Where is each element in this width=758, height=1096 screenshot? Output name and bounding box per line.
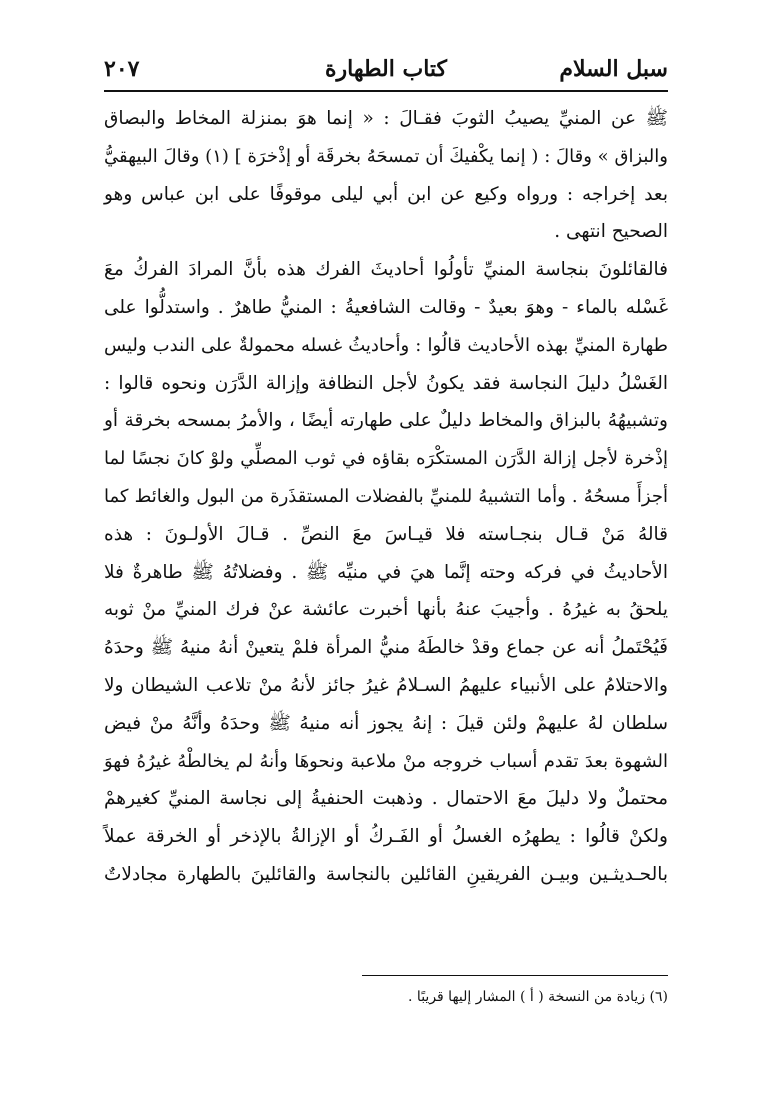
body-text [104, 100, 668, 894]
text-line: يلحقُ به غيرُهُ . وأجيبَ عنهُ بأنها أخبرت عائشة عنْ فرك المنيِّ منْ ثوبه [104, 599, 668, 621]
page-number: ٢٠٧ [104, 56, 140, 82]
text-line: أجزأَ مسحُهُ . وأما التشبيهُ للمنيِّ بالفضلات المستقذَرة من البول والغائط كما [104, 485, 668, 507]
text-line: ﷺ عن المنيِّ يصيبُ الثوبَ فقـالَ : « إنما هوَ بمنزلة المخاط والبصاق [104, 108, 668, 129]
text-line: والاحتلامُ على الأنبياء عليهمُ السـلامُ غيرُ جائز لأنهُ منْ تلاعب الشيطان ولا [104, 674, 668, 696]
footnote-divider [362, 975, 668, 976]
text-line: سلطان لهُ عليهمْ ولئن قيلَ : إنهُ يجوز أنه منيهُ ﷺ وحدَهُ وأنَّهُ منْ فيض [104, 712, 668, 734]
text-line: فَيُحْتَملُ أنه عن جماع وقدْ خالطَهُ منيُّ المرأة فلمْ يتعينْ أنهُ منيهُ ﷺ وحدَهُ [104, 637, 668, 659]
text-line: وتشبيهُهُ بالبزاق والمخاط دليلٌ على طهارته أيضًا ، والأمرُ بمسحه بخرقة أو [104, 410, 668, 432]
text-line: الشهوة بعدَ تقدم أسباب خروجه منْ ملاعبة ونحوهَا وأنهُ لم يخالطْهُ غيرُهُ فهوَ [104, 750, 668, 772]
text-line: محتملٌ ولا دليلَ معَ الاحتمال . وذهبت الحنفيةُ إلى نجاسة المنيِّ كغيرهمْ [104, 788, 668, 810]
page-header [104, 54, 668, 88]
text-line: بالحـديثـين وبيـن الفريقينِ القائلين بالنجاسة والقائلينَ بالطهارة مجادلاتٌ [104, 863, 668, 885]
section-title: كتاب الطهارة [324, 56, 448, 82]
text-line: الصحيح انتهى . [554, 221, 668, 243]
text-line: إذْخرة لأجل إزالة الدَّرَن المستكْرَه بقاؤه في ثوب المصلِّي ولوْ كانَ نجسًا لما [104, 448, 668, 470]
text-line: الغَسْلُ دليلَ النجاسة فقد يكونُ لأجل النظافة وإزالة الدَّرَن ونحوه قالوا : [104, 372, 668, 394]
text-line: والبزاق » وقالَ : ( إنما يكْفيكَ أن تمسحَهُ بخرقَة أو إذْخرَة ] (١) وقالَ البيهقيُّ [104, 145, 668, 167]
text-line: طهارة المنيِّ بهذه الأحاديث قالُوا : وأحاديثُ غسله محمولةٌ على الندب وليس [104, 334, 668, 356]
text-line: قالهُ مَنْ قـال بنجـاسته فلا قيـاسَ معَ النصِّ . قـالَ الأولـونَ : هذه [104, 523, 668, 545]
text-line: بعد إخراجه : ورواه وكيع عن ابن أبي ليلى موقوفًا على ابن عباس وهو [104, 183, 668, 205]
text-line: غَسْله بالماء - وهوَ بعيدٌ - وقالت الشافعيةُ : المنيُّ طاهرٌ . واستدلُّوا على [104, 296, 668, 318]
header-divider [104, 90, 668, 92]
text-line: فالقائلونَ بنجاسة المنيِّ تأولُوا أحاديثَ الفرك هذه بأنَّ المرادَ الفركُ معَ [104, 259, 668, 281]
text-line: الأحاديثُ في فركه وحته إنَّما هيَ في منيِّه ﷺ . وفضلاتُهُ ﷺ طاهرةٌ فلا [104, 561, 668, 583]
book-title: سبل السلام [559, 56, 668, 82]
text-line: ولكنْ قالُوا : يطهرُه الغسلُ أو الفَـركُ أو الإزالةُ بالإذخر أو الخرقة عملاً [104, 826, 668, 848]
footnote: (٦) زيادة من النسخة ( أ ) المشار إليها قريبًا . [408, 989, 668, 1005]
